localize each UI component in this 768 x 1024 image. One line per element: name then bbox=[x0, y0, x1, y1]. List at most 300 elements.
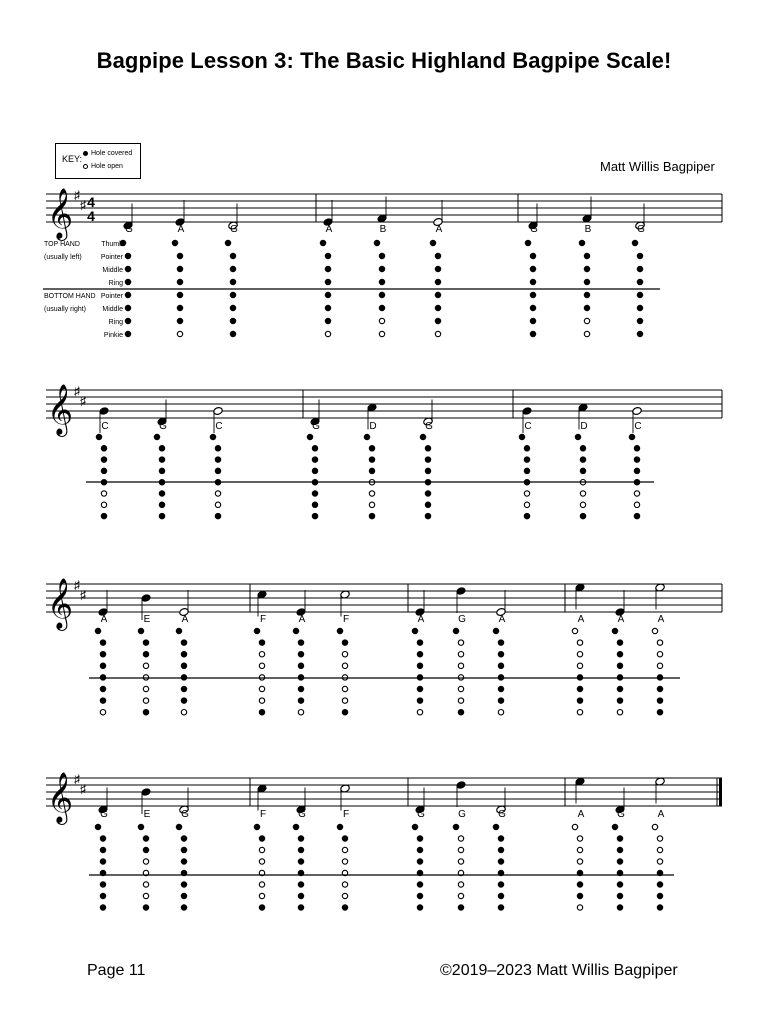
hole-covered-dot bbox=[524, 446, 529, 451]
hole-covered-dot bbox=[312, 446, 317, 451]
hole-covered-dot bbox=[425, 502, 430, 507]
hole-covered-dot bbox=[417, 686, 422, 691]
hole-open-dot bbox=[577, 710, 582, 715]
hole-covered-dot bbox=[215, 446, 220, 451]
top-hand-label: TOP HAND bbox=[44, 241, 80, 248]
hole-covered-dot bbox=[138, 824, 143, 829]
hole-covered-dot bbox=[259, 710, 264, 715]
finger-label: Pointer bbox=[100, 254, 123, 261]
hole-covered-dot bbox=[342, 905, 347, 910]
note-name-label: C bbox=[634, 421, 642, 432]
key-covered-label: Hole covered bbox=[91, 150, 133, 157]
hole-covered-dot bbox=[312, 513, 317, 518]
hole-covered-dot bbox=[210, 434, 215, 439]
hole-open-dot bbox=[577, 640, 582, 645]
hole-covered-dot bbox=[293, 628, 298, 633]
hole-covered-dot bbox=[577, 893, 582, 898]
hole-covered-dot bbox=[453, 628, 458, 633]
hole-covered-dot bbox=[617, 847, 622, 852]
hole-covered-dot bbox=[577, 882, 582, 887]
note-name-label: A bbox=[325, 224, 333, 235]
hole-covered-dot bbox=[230, 318, 235, 323]
hole-covered-dot bbox=[425, 491, 430, 496]
hole-covered-dot bbox=[100, 859, 105, 864]
hole-open-dot bbox=[259, 847, 264, 852]
hole-covered-dot bbox=[172, 240, 177, 245]
hole-open-dot bbox=[524, 491, 529, 496]
hole-covered-dot bbox=[298, 882, 303, 887]
hole-open-dot bbox=[458, 652, 463, 657]
hole-covered-dot bbox=[498, 893, 503, 898]
hole-covered-dot bbox=[369, 513, 374, 518]
hole-covered-dot bbox=[177, 292, 182, 297]
key-label: KEY: bbox=[62, 154, 83, 164]
hole-covered-dot bbox=[617, 663, 622, 668]
hole-open-dot bbox=[584, 318, 589, 323]
hole-open-dot bbox=[435, 331, 440, 336]
hole-covered-dot bbox=[342, 710, 347, 715]
sharp-icon: ♯ bbox=[74, 578, 80, 592]
hole-covered-dot bbox=[430, 240, 435, 245]
hole-open-dot bbox=[143, 663, 148, 668]
sharp-icon: ♯ bbox=[80, 198, 86, 212]
note-name-label: A bbox=[181, 614, 189, 625]
hole-covered-dot bbox=[657, 893, 662, 898]
hole-covered-dot bbox=[530, 279, 535, 284]
hole-covered-dot bbox=[417, 882, 422, 887]
hole-covered-dot bbox=[379, 292, 384, 297]
hole-open-dot bbox=[458, 698, 463, 703]
hole-covered-dot bbox=[230, 279, 235, 284]
note-name-label: E bbox=[143, 809, 151, 820]
hole-open-dot bbox=[572, 824, 577, 829]
hole-covered-dot bbox=[493, 628, 498, 633]
hole-covered-dot bbox=[143, 836, 148, 841]
hole-open-dot bbox=[342, 652, 347, 657]
hole-open-dot bbox=[379, 331, 384, 336]
hole-open-dot bbox=[580, 491, 585, 496]
hole-covered-dot bbox=[420, 434, 425, 439]
note-name-label: F bbox=[259, 809, 267, 820]
hole-covered-dot bbox=[453, 824, 458, 829]
hole-covered-dot bbox=[100, 640, 105, 645]
hole-open-dot bbox=[342, 663, 347, 668]
hole-covered-dot bbox=[298, 698, 303, 703]
hole-covered-dot bbox=[417, 859, 422, 864]
hole-covered-dot bbox=[181, 905, 186, 910]
hole-covered-dot bbox=[101, 468, 106, 473]
hole-covered-dot bbox=[312, 491, 317, 496]
hole-covered-dot bbox=[657, 905, 662, 910]
hole-covered-dot bbox=[637, 266, 642, 271]
hole-covered-dot bbox=[577, 686, 582, 691]
hole-covered-dot bbox=[632, 240, 637, 245]
hole-covered-dot bbox=[320, 240, 325, 245]
hole-covered-dot bbox=[230, 331, 235, 336]
hole-covered-dot bbox=[634, 457, 639, 462]
treble-clef-icon: 𝄞 bbox=[47, 189, 74, 238]
hole-covered-dot bbox=[657, 882, 662, 887]
hole-covered-dot bbox=[159, 502, 164, 507]
top-hand-note: (usually left) bbox=[44, 254, 82, 261]
hole-covered-dot bbox=[657, 686, 662, 691]
note-name-label: A bbox=[298, 614, 306, 625]
hole-covered-dot bbox=[530, 318, 535, 323]
note-name-label: G bbox=[458, 809, 466, 820]
hole-covered-dot bbox=[369, 457, 374, 462]
hole-covered-dot bbox=[298, 663, 303, 668]
hole-covered-dot bbox=[159, 446, 164, 451]
hole-covered-dot bbox=[298, 847, 303, 852]
hole-covered-dot bbox=[143, 652, 148, 657]
hole-covered-dot bbox=[417, 847, 422, 852]
hole-open-dot bbox=[634, 491, 639, 496]
hole-covered-dot bbox=[342, 640, 347, 645]
hole-covered-dot bbox=[634, 468, 639, 473]
hole-open-dot bbox=[143, 859, 148, 864]
hole-covered-dot bbox=[629, 434, 634, 439]
hole-covered-dot bbox=[417, 698, 422, 703]
hole-covered-dot bbox=[519, 434, 524, 439]
hole-covered-dot bbox=[530, 331, 535, 336]
hole-covered-dot bbox=[498, 640, 503, 645]
hole-open-dot bbox=[143, 893, 148, 898]
hole-covered-dot bbox=[458, 905, 463, 910]
hole-covered-dot bbox=[637, 305, 642, 310]
hole-covered-dot bbox=[412, 824, 417, 829]
hole-covered-dot bbox=[100, 847, 105, 852]
hole-covered-dot bbox=[417, 836, 422, 841]
hole-open-dot bbox=[657, 663, 662, 668]
hole-open-dot bbox=[342, 882, 347, 887]
hole-covered-dot bbox=[369, 468, 374, 473]
note-name-label: G bbox=[417, 809, 425, 820]
hole-open-dot bbox=[657, 836, 662, 841]
hole-covered-dot bbox=[493, 824, 498, 829]
hole-covered-dot bbox=[177, 305, 182, 310]
hole-open-dot bbox=[657, 847, 662, 852]
hole-covered-dot bbox=[181, 893, 186, 898]
finger-label: Ring bbox=[108, 319, 123, 326]
note-name-label: A bbox=[577, 809, 585, 820]
hole-covered-dot bbox=[657, 710, 662, 715]
hole-covered-dot bbox=[298, 893, 303, 898]
hole-covered-dot bbox=[215, 513, 220, 518]
finger-label: Ring bbox=[108, 280, 123, 287]
hole-open-dot bbox=[657, 652, 662, 657]
hole-covered-dot bbox=[259, 640, 264, 645]
note-name-label: A bbox=[657, 614, 665, 625]
hole-covered-dot bbox=[379, 305, 384, 310]
hole-covered-dot bbox=[125, 331, 130, 336]
hole-covered-dot bbox=[143, 710, 148, 715]
author-credit: Matt Willis Bagpiper bbox=[600, 159, 715, 174]
hole-covered-dot bbox=[143, 905, 148, 910]
note-name-label: G bbox=[125, 224, 133, 235]
note-name-label: G bbox=[159, 421, 167, 432]
hole-open-dot bbox=[577, 836, 582, 841]
finger-label: Middle bbox=[102, 306, 123, 313]
hole-covered-dot bbox=[617, 698, 622, 703]
hole-covered-dot bbox=[181, 663, 186, 668]
hole-open-dot bbox=[325, 331, 330, 336]
hole-covered-dot bbox=[498, 663, 503, 668]
note-name-label: G bbox=[617, 809, 625, 820]
hole-covered-dot bbox=[259, 905, 264, 910]
hole-open-dot bbox=[577, 847, 582, 852]
hole-open-dot bbox=[369, 491, 374, 496]
hole-open-dot bbox=[652, 628, 657, 633]
note-name-label: A bbox=[417, 614, 425, 625]
hole-open-dot bbox=[577, 905, 582, 910]
time-signature-bottom: 4 bbox=[87, 208, 95, 224]
hole-covered-dot bbox=[637, 318, 642, 323]
note-name-label: G bbox=[312, 421, 320, 432]
hole-covered-dot bbox=[159, 457, 164, 462]
hole-covered-dot bbox=[325, 279, 330, 284]
hole-covered-dot bbox=[617, 836, 622, 841]
note-name-label: B bbox=[584, 224, 592, 235]
hole-covered-dot bbox=[498, 652, 503, 657]
hole-covered-dot bbox=[125, 318, 130, 323]
hole-covered-dot bbox=[617, 640, 622, 645]
hole-covered-dot bbox=[101, 513, 106, 518]
hole-covered-dot bbox=[637, 331, 642, 336]
hole-covered-dot bbox=[100, 836, 105, 841]
hole-covered-dot bbox=[312, 468, 317, 473]
hole-open-dot bbox=[259, 893, 264, 898]
hole-open-dot bbox=[342, 686, 347, 691]
hole-covered-dot bbox=[657, 698, 662, 703]
hole-open-dot bbox=[379, 318, 384, 323]
hole-open-dot bbox=[577, 859, 582, 864]
hole-covered-dot bbox=[637, 279, 642, 284]
hole-covered-dot bbox=[312, 502, 317, 507]
hole-covered-dot bbox=[96, 434, 101, 439]
hole-open-dot bbox=[259, 698, 264, 703]
hole-covered-dot bbox=[498, 836, 503, 841]
hole-covered-dot bbox=[337, 824, 342, 829]
hole-covered-dot bbox=[100, 698, 105, 703]
finger-label: Pointer bbox=[100, 293, 123, 300]
hole-covered-dot bbox=[181, 652, 186, 657]
page-title: Bagpipe Lesson 3: The Basic Highland Bagpipe Scale! bbox=[96, 48, 672, 73]
hole-covered-dot bbox=[524, 513, 529, 518]
hole-covered-dot bbox=[379, 266, 384, 271]
hole-covered-dot bbox=[230, 292, 235, 297]
hole-covered-dot bbox=[435, 318, 440, 323]
hole-open-dot bbox=[215, 502, 220, 507]
note-name-label: G bbox=[458, 614, 466, 625]
note-name-label: G bbox=[637, 224, 645, 235]
hole-covered-dot bbox=[342, 836, 347, 841]
hole-covered-dot bbox=[617, 686, 622, 691]
hole-covered-dot bbox=[225, 240, 230, 245]
hole-covered-dot bbox=[425, 468, 430, 473]
hole-covered-dot bbox=[307, 434, 312, 439]
hole-covered-dot bbox=[101, 457, 106, 462]
hole-covered-dot bbox=[154, 434, 159, 439]
note-name-label: A bbox=[435, 224, 443, 235]
hole-covered-dot bbox=[612, 824, 617, 829]
hole-covered-dot bbox=[435, 305, 440, 310]
note-name-label: D bbox=[369, 421, 377, 432]
hole-covered-dot bbox=[298, 640, 303, 645]
hole-covered-dot bbox=[325, 253, 330, 258]
hole-covered-dot bbox=[298, 836, 303, 841]
hole-covered-dot bbox=[580, 468, 585, 473]
note-name-label: G bbox=[100, 809, 108, 820]
hole-covered-dot bbox=[435, 266, 440, 271]
hole-open-dot bbox=[100, 710, 105, 715]
hole-covered-dot bbox=[425, 457, 430, 462]
hole-covered-dot bbox=[215, 457, 220, 462]
hole-open-dot bbox=[634, 502, 639, 507]
treble-clef-icon: 𝄞 bbox=[47, 773, 74, 822]
hole-covered-dot bbox=[524, 468, 529, 473]
hole-covered-dot bbox=[95, 824, 100, 829]
hole-open-dot bbox=[458, 859, 463, 864]
hole-open-dot bbox=[143, 698, 148, 703]
hole-covered-dot bbox=[498, 882, 503, 887]
hole-covered-dot bbox=[530, 305, 535, 310]
hole-open-dot bbox=[342, 859, 347, 864]
hole-covered-dot bbox=[580, 446, 585, 451]
hole-covered-dot bbox=[575, 434, 580, 439]
key-open-label: Hole open bbox=[91, 163, 123, 170]
note-name-label: G bbox=[425, 421, 433, 432]
hole-covered-dot bbox=[100, 893, 105, 898]
hole-covered-dot bbox=[159, 491, 164, 496]
hole-covered-dot bbox=[579, 240, 584, 245]
hole-open-dot bbox=[143, 882, 148, 887]
treble-clef-icon: 𝄞 bbox=[47, 579, 74, 628]
note-name-label: F bbox=[342, 809, 350, 820]
hole-covered-dot bbox=[498, 905, 503, 910]
hole-covered-dot bbox=[215, 468, 220, 473]
hole-covered-dot bbox=[101, 446, 106, 451]
hole-covered-dot bbox=[530, 253, 535, 258]
bottom-hand-label: BOTTOM HAND bbox=[44, 293, 96, 300]
hole-open-dot bbox=[259, 859, 264, 864]
hole-covered-dot bbox=[612, 628, 617, 633]
bottom-hand-note: (usually right) bbox=[44, 306, 87, 313]
hole-covered-dot bbox=[143, 640, 148, 645]
note-name-label: G bbox=[181, 809, 189, 820]
hole-covered-dot bbox=[181, 836, 186, 841]
note-name-label: G bbox=[530, 224, 538, 235]
hole-covered-dot bbox=[125, 279, 130, 284]
note-name-label: G bbox=[298, 809, 306, 820]
hole-covered-dot bbox=[325, 305, 330, 310]
hole-covered-dot bbox=[634, 513, 639, 518]
hole-covered-dot bbox=[417, 640, 422, 645]
hole-open-dot bbox=[259, 652, 264, 657]
copyright-notice: ©2019–2023 Matt Willis Bagpiper bbox=[440, 962, 678, 979]
hole-covered-dot bbox=[498, 847, 503, 852]
hole-open-dot bbox=[572, 628, 577, 633]
hole-open-dot bbox=[577, 663, 582, 668]
hole-covered-dot bbox=[412, 628, 417, 633]
hole-covered-dot bbox=[230, 253, 235, 258]
hole-covered-dot bbox=[176, 824, 181, 829]
hole-covered-dot bbox=[100, 686, 105, 691]
hole-covered-dot bbox=[379, 253, 384, 258]
hole-covered-dot bbox=[530, 292, 535, 297]
final-bar-line bbox=[719, 778, 722, 806]
hole-covered-dot bbox=[435, 279, 440, 284]
hole-covered-dot bbox=[435, 292, 440, 297]
hole-covered-dot bbox=[364, 434, 369, 439]
hole-covered-dot bbox=[298, 905, 303, 910]
treble-clef-icon: 𝄞 bbox=[47, 385, 74, 434]
note-name-label: A bbox=[617, 614, 625, 625]
hole-open-dot bbox=[342, 847, 347, 852]
note-name-label: C bbox=[215, 421, 223, 432]
note-name-label: F bbox=[259, 614, 267, 625]
sharp-icon: ♯ bbox=[80, 782, 86, 796]
page-number: Page 11 bbox=[87, 962, 146, 979]
hole-covered-dot bbox=[379, 279, 384, 284]
hole-covered-dot bbox=[181, 882, 186, 887]
hole-covered-dot bbox=[254, 824, 259, 829]
hole-open-dot bbox=[298, 710, 303, 715]
hole-covered-dot bbox=[177, 266, 182, 271]
hole-open-dot bbox=[458, 882, 463, 887]
note-name-label: A bbox=[177, 224, 185, 235]
hole-covered-dot bbox=[259, 836, 264, 841]
hole-open-dot bbox=[580, 502, 585, 507]
hole-covered-dot bbox=[293, 824, 298, 829]
hole-covered-dot bbox=[637, 253, 642, 258]
hole-covered-dot bbox=[634, 446, 639, 451]
hole-open-dot bbox=[342, 893, 347, 898]
hole-covered-dot bbox=[617, 882, 622, 887]
sharp-icon: ♯ bbox=[80, 588, 86, 602]
hole-open-dot bbox=[458, 836, 463, 841]
hole-open-dot bbox=[524, 502, 529, 507]
hole-covered-dot bbox=[125, 266, 130, 271]
sharp-icon: ♯ bbox=[74, 188, 80, 202]
hole-covered-dot bbox=[417, 663, 422, 668]
hole-covered-dot bbox=[369, 446, 374, 451]
hole-open-dot bbox=[617, 710, 622, 715]
hole-covered-dot bbox=[298, 652, 303, 657]
hole-open-dot bbox=[101, 491, 106, 496]
note-name-label: B bbox=[379, 224, 387, 235]
note-name-label: A bbox=[498, 614, 506, 625]
hole-open-dot bbox=[458, 663, 463, 668]
hole-covered-dot bbox=[100, 652, 105, 657]
hole-open-dot bbox=[657, 640, 662, 645]
hole-covered-dot bbox=[617, 905, 622, 910]
hole-open-dot bbox=[498, 710, 503, 715]
hole-covered-dot bbox=[417, 893, 422, 898]
hole-open-dot bbox=[652, 824, 657, 829]
hole-open-dot bbox=[369, 502, 374, 507]
hole-covered-dot bbox=[181, 859, 186, 864]
hole-open-dot bbox=[259, 882, 264, 887]
hole-open-dot bbox=[181, 710, 186, 715]
hole-covered-dot bbox=[425, 446, 430, 451]
note-name-label: G bbox=[498, 809, 506, 820]
hole-covered-dot bbox=[230, 266, 235, 271]
sharp-icon: ♯ bbox=[80, 394, 86, 408]
hole-covered-dot bbox=[584, 253, 589, 258]
hole-covered-dot bbox=[177, 318, 182, 323]
note-name-label: A bbox=[100, 614, 108, 625]
note-name-label: G bbox=[230, 224, 238, 235]
